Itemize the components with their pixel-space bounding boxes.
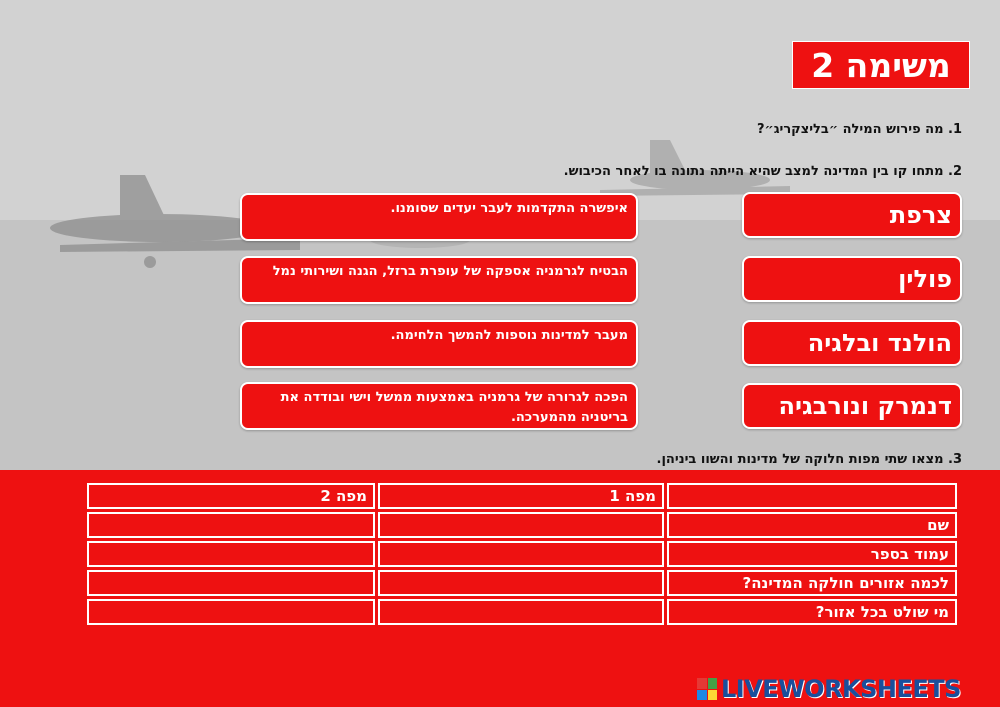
header-label-cell: [667, 483, 957, 509]
table-row: [87, 599, 957, 625]
input-cell-map-1[interactable]: [378, 512, 664, 538]
table-header-row: [87, 483, 957, 509]
row-label-page: עמוד בספר: [667, 541, 957, 567]
liveworksheets-wordmark: LIVEWORKSHEETS: [721, 675, 961, 703]
row-label-ruler: מי שולט בכל אזור?: [667, 599, 957, 625]
row-label-regions: לכמה אזורים חולקה המדינה?: [667, 570, 957, 596]
row-label-name: שם: [667, 512, 957, 538]
answer-box-4[interactable]: הפכה לגרורה של גרמניה באמצעות ממשל וישי ובודדה את בריטניה מהמערכה.: [240, 382, 638, 430]
header-map-1: מפה 1: [378, 483, 664, 509]
country-netherlands-belgium[interactable]: הולנד ובלגיה: [742, 320, 962, 366]
question-2: 2. מתחו קו בין המדינה למצב שהיא הייתה נתונה בו לאחר הכיבוש.: [563, 164, 962, 179]
header-map-2: מפה 2: [87, 483, 375, 509]
question-1: 1. מה פירוש המילה ״בליצקריג״?: [756, 122, 962, 137]
input-cell-map-1[interactable]: [378, 599, 664, 625]
input-cell-map-2[interactable]: [87, 599, 375, 625]
liveworksheets-icon: [697, 678, 717, 700]
country-denmark-norway[interactable]: דנמרק ונורבגיה: [742, 383, 962, 429]
answer-box-3[interactable]: מעבר למדינות נוספות להמשך הלחימה.: [240, 320, 638, 368]
liveworksheets-logo: [697, 676, 961, 702]
country-france[interactable]: צרפת: [742, 192, 962, 238]
map-comparison-table: [84, 480, 960, 628]
input-cell-map-1[interactable]: [378, 570, 664, 596]
question-3: 3. מצאו שתי מפות חלוקה של מדינות והשוו ביניהן.: [656, 452, 962, 467]
answer-box-1[interactable]: איפשרה התקדמות לעבר יעדים שסומנו.: [240, 193, 638, 241]
table-row: [87, 512, 957, 538]
table-row: [87, 570, 957, 596]
input-cell-map-1[interactable]: [378, 541, 664, 567]
input-cell-map-2[interactable]: [87, 512, 375, 538]
country-poland[interactable]: פולין: [742, 256, 962, 302]
input-cell-map-2[interactable]: [87, 541, 375, 567]
page-title: משימה 2: [792, 41, 970, 89]
input-cell-map-2[interactable]: [87, 570, 375, 596]
answer-box-2[interactable]: הבטיח לגרמניה אספקה של עופרת ברזל, הגנה ושירותי נמל: [240, 256, 638, 304]
table-row: [87, 541, 957, 567]
